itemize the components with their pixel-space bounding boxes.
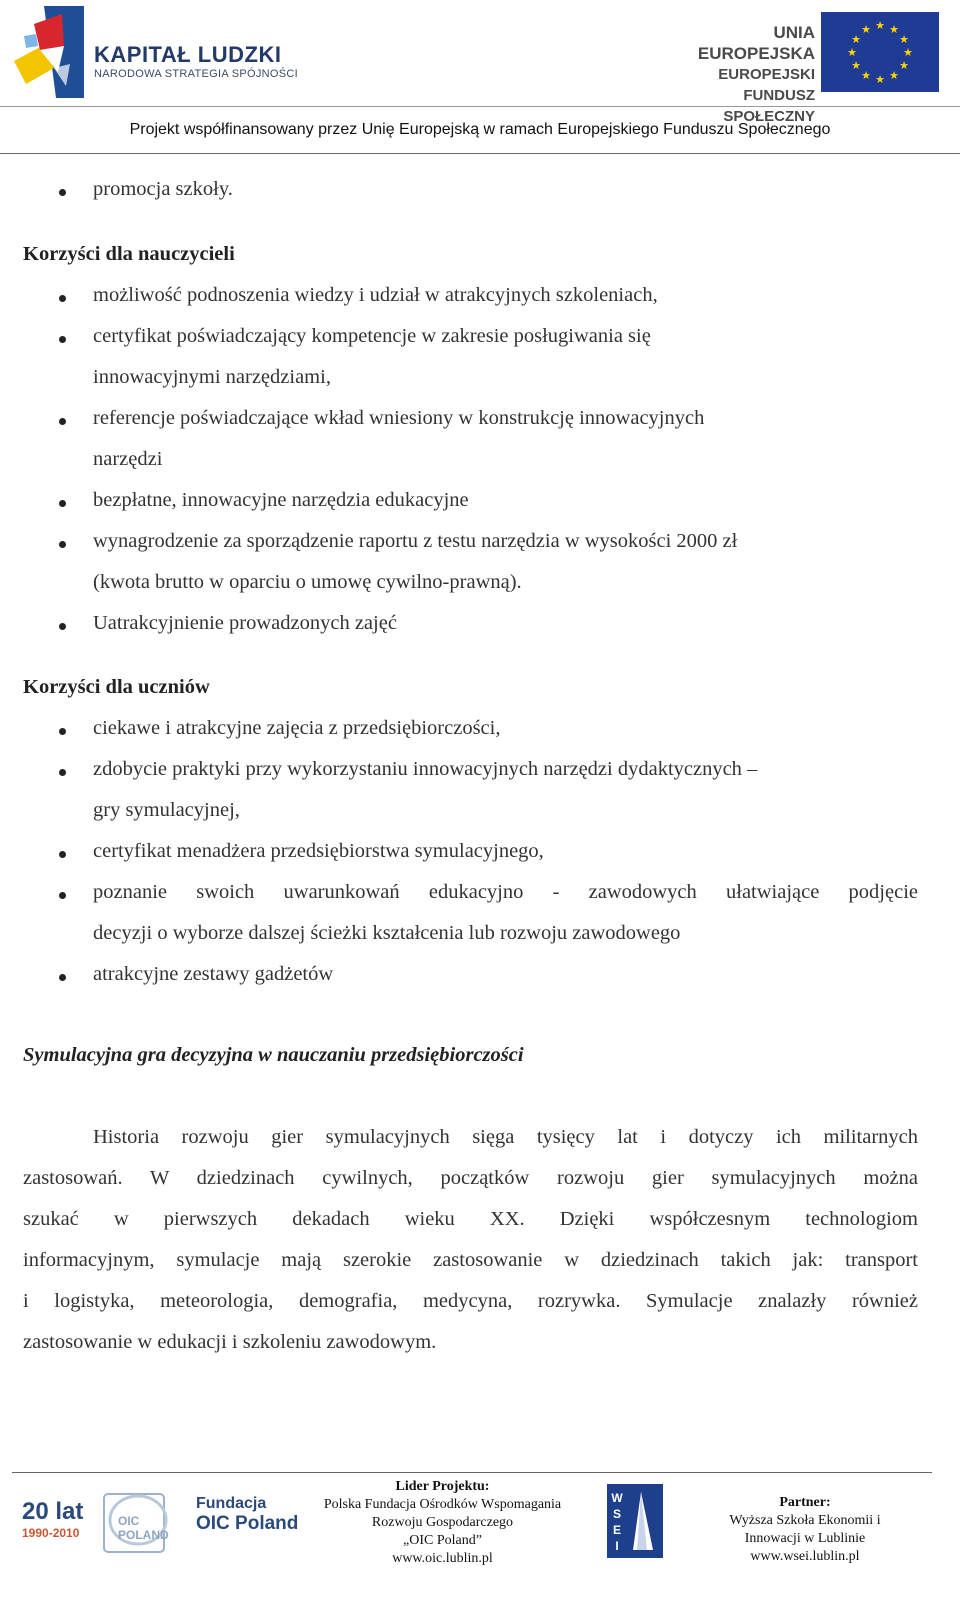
list-item: promocja szkoły. [93,178,233,200]
project-leader-line: Rozwoju Gospodarczego [371,1515,514,1530]
kapital-ludzki-title: KAPITAŁ LUDZKI [94,42,282,67]
svg-text:★: ★ [861,23,871,36]
eu-flag-icon [821,12,939,92]
svg-text:★: ★ [889,23,899,36]
bullet-icon [59,974,66,981]
list-item: certyfikat poświadczający kompetencje w zakresie posługiwania się [93,325,651,347]
bullet-icon [59,295,66,302]
paragraph-line: szukać w pierwszych dekadach wieku XX. Dzięki współczesnym technologiom [23,1208,918,1230]
project-leader [300,1478,585,1568]
svg-text:★: ★ [899,59,909,72]
list-item: referencje poświadczające wkład wniesiony w konstrukcję innowacyjnych [93,407,705,429]
list-item: certyfikat menadżera przedsiębiorstwa symulacyjnego, [93,840,544,862]
svg-text:★: ★ [851,33,861,46]
project-leader-url: www.oic.lublin.pl [392,1551,493,1566]
bullet-icon [59,189,66,196]
list-item-continuation: (kwota brutto w oparciu o umowę cywilno-prawną). [93,571,522,593]
paragraph-line: i logistyka, meteorologia, demografia, medycyna, rozrywka. Symulacje znalazły również [23,1290,918,1312]
oic-poland-badge-text: OIC POLAND [118,1514,169,1542]
header-divider-bottom [0,153,960,154]
kapital-ludzki-logo [14,6,314,98]
list-item: atrakcyjne zestawy gadżetów [93,963,334,985]
bullet-icon [59,892,66,899]
bullet-icon [59,418,66,425]
list-item-continuation: narzędzi [93,448,163,470]
svg-text:★: ★ [903,46,913,59]
wsei-letter: W [611,1491,623,1505]
wsei-letter: S [612,1507,621,1521]
svg-text:★: ★ [899,33,909,46]
header-divider [0,106,960,107]
list-item: zdobycie praktyki przy wykorzystaniu innowacyjnych narzędzi dydaktycznych – [93,758,758,780]
twenty-years-logo [22,1498,92,1548]
list-item-continuation: innowacyjnymi narzędziami, [93,366,331,388]
list-item: poznanie swoich uwarunkowań edukacyjno - zawodowych ułatwiające podjęcie [93,881,918,903]
project-partner-title: Partner: [779,1495,831,1510]
twenty-years-number: 20 lat [22,1498,84,1525]
section-title-simulation-game: Symulacyjna gra decyzyjna w nauczaniu przedsiębiorczości [23,1044,524,1066]
project-leader-line: Polska Fundacja Ośrodków Wspomagania [323,1497,562,1512]
footer-divider [12,1472,932,1473]
eu-logo [655,8,945,125]
eu-text-line3: FUNDUSZ SPOŁECZNY [723,87,815,125]
list-item-continuation: decyzji o wyborze dalszej ścieżki kształcenia lub rozwoju zawodowego [93,922,681,944]
bullet-icon [59,728,66,735]
svg-text:★: ★ [847,46,857,59]
paragraph-line: informacyjnym, symulacje mają szerokie zastosowanie w dziedzinach takich jak: transport [23,1249,918,1271]
wsei-letter: I [615,1539,619,1553]
fundacja-line2: OIC Poland [196,1513,299,1534]
project-partner-line: Wyższa Szkoła Ekonomii i [729,1513,881,1528]
project-partner-line: Innowacji w Lublinie [744,1531,866,1546]
svg-text:★: ★ [889,69,899,82]
fundacja-oic-poland [196,1494,298,1534]
bullet-icon [59,851,66,858]
project-cofinancing-line: Projekt współfinansowany przez Unię Europejską w ramach Europejskiego Funduszu Społecznego [129,121,831,138]
eu-text-line2: EUROPEJSKI [718,66,815,83]
bullet-icon [59,623,66,630]
list-item-continuation: gry symulacyjnej, [93,799,240,821]
bullet-icon [59,336,66,343]
list-item: bezpłatne, innowacyjne narzędzia edukacyjne [93,489,469,511]
paragraph-line: zastosowań. W dziedzinach cywilnych, początków rozwoju gier symulacyjnych można [23,1167,918,1189]
wsei-logo [607,1484,663,1558]
eu-text-line1: UNIA EUROPEJSKA [697,23,815,63]
svg-text:★: ★ [861,69,871,82]
list-item: wynagrodzenie za sporządzenie raportu z testu narzędzia w wysokości 2000 zł [93,530,738,552]
section-heading-teachers: Korzyści dla nauczycieli [23,243,235,265]
bullet-icon [59,541,66,548]
section-heading-students: Korzyści dla uczniów [23,676,210,698]
list-item: ciekawe i atrakcyjne zajęcia z przedsiębiorczości, [93,717,501,739]
kapital-ludzki-mark-icon [14,6,84,98]
bullet-icon [59,500,66,507]
oic-poland-badge [100,1488,190,1558]
paragraph-line-last: zastosowanie w edukacji i szkoleniu zawodowym. [23,1331,437,1353]
list-item: Uatrakcyjnienie prowadzonych zajęć [93,612,397,634]
kapital-ludzki-subtitle: NARODOWA STRATEGIA SPÓJNOŚCI [94,68,298,80]
bullet-icon [59,769,66,776]
twenty-years-range: 1990-2010 [22,1526,80,1540]
svg-text:★: ★ [875,19,885,32]
svg-text:★: ★ [875,73,885,86]
project-leader-line: „OIC Poland” [403,1533,482,1548]
paragraph-line: Historia rozwoju gier symulacyjnych sięga tysięcy lat i dotyczy ich militarnych [93,1126,918,1148]
project-leader-title: Lider Projektu: [395,1479,490,1494]
list-item: możliwość podnoszenia wiedzy i udział w atrakcyjnych szkoleniach, [93,284,658,306]
project-partner-url: www.wsei.lublin.pl [750,1549,860,1564]
svg-text:★: ★ [851,59,861,72]
project-partner [705,1494,905,1566]
page-footer [0,1470,960,1599]
eu-text [655,22,815,127]
wsei-letters [610,1490,624,1554]
wsei-letter: E [612,1523,621,1537]
fundacja-line1: Fundacja [196,1495,267,1512]
page-header [0,0,960,160]
